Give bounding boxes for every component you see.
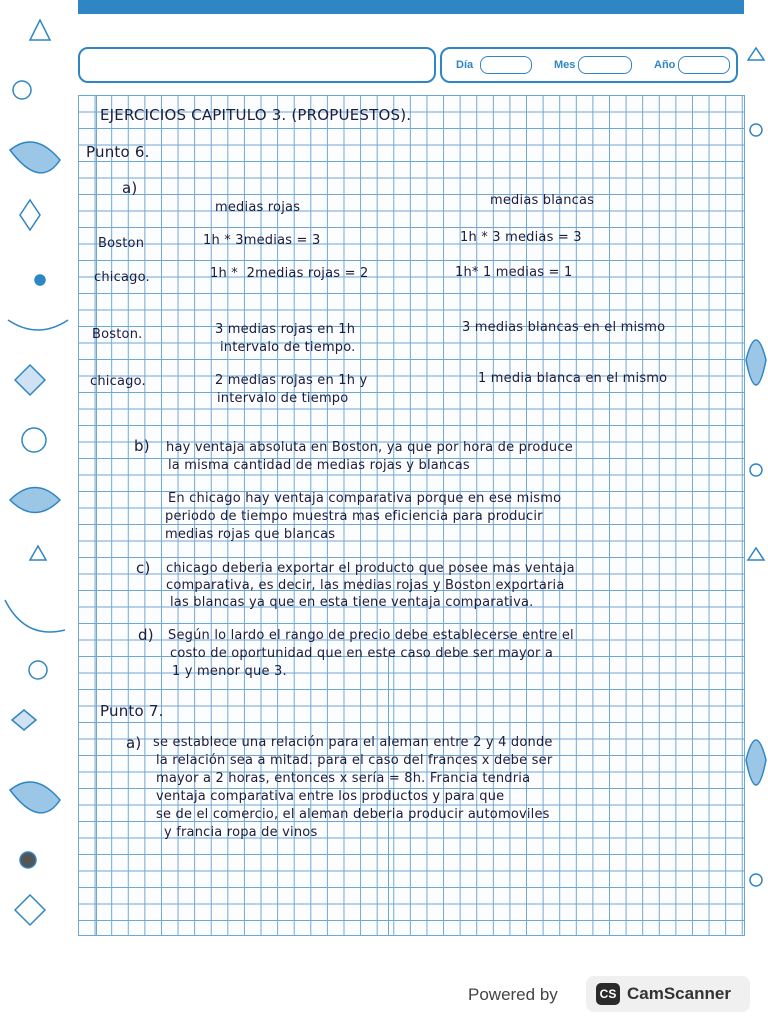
p7-line5: se de el comercio, el aleman deberia producir automoviles xyxy=(156,807,550,822)
row2-city: chicago. xyxy=(94,270,150,285)
item-d-label: d) xyxy=(138,626,154,644)
row3-blancas: 3 medias blancas en el mismo xyxy=(462,320,666,335)
camscanner-logo-icon: CS xyxy=(596,983,620,1005)
row4-rojas-line1: 2 medias rojas en 1h y xyxy=(215,373,368,388)
c-line1: chicago deberia exportar el producto que posee mas ventaja xyxy=(166,561,575,576)
decorative-border-right xyxy=(744,0,768,960)
punto7-heading: Punto 7. xyxy=(100,702,164,720)
row3-city: Boston. xyxy=(92,327,143,342)
row2-blancas: 1h* 1 medias = 1 xyxy=(455,265,573,280)
item-c-label: c) xyxy=(136,559,151,577)
row1-blancas: 1h * 3 medias = 3 xyxy=(460,230,582,245)
row3-rojas-line1: 3 medias rojas en 1h xyxy=(215,322,356,337)
item-b-label: b) xyxy=(134,437,150,455)
top-color-band xyxy=(78,0,744,14)
header-date-box xyxy=(440,47,738,83)
b-line4: periodo de tiempo muestra mas eficiencia para producir xyxy=(165,509,543,524)
p7-line4: ventaja comparativa entre los productos y para que xyxy=(156,789,505,804)
c-line3: las blancas ya que en esta tiene ventaja comparativa. xyxy=(170,595,534,610)
row4-city: chicago. xyxy=(90,374,146,389)
row2-rojas: 1h * 2medias rojas = 2 xyxy=(210,266,369,281)
powered-by-text: Powered by xyxy=(468,985,558,1004)
p7-line2: la relación sea a mitad. para el caso del frances x debe ser xyxy=(156,753,553,768)
p7-item-a-label: a) xyxy=(126,734,142,752)
b-line3: En chicago hay ventaja comparativa porque en ese mismo xyxy=(168,491,562,506)
page-title: EJERCICIOS CAPITULO 3. (PROPUESTOS). xyxy=(100,106,412,124)
dia-label: Día xyxy=(456,59,474,71)
row4-rojas-line2: intervalo de tiempo xyxy=(217,391,349,406)
ano-field xyxy=(678,56,730,74)
column-header-blancas: medias blancas xyxy=(490,193,595,208)
grid-margin-line xyxy=(96,95,97,935)
ano-label: Año xyxy=(654,59,676,71)
punto6-heading: Punto 6. xyxy=(86,143,150,161)
row3-rojas-line2: intervalo de tiempo. xyxy=(220,340,356,355)
notebook-header xyxy=(78,47,738,83)
p7-line6: y francia ropa de vinos xyxy=(164,825,318,840)
column-header-rojas: medias rojas xyxy=(215,200,301,215)
mes-field xyxy=(578,56,632,74)
d-line1: Según lo lardo el rango de precio debe establecerse entre el xyxy=(168,628,574,643)
header-title-box xyxy=(78,47,436,83)
mes-label: Mes xyxy=(554,59,576,71)
row1-city: Boston xyxy=(98,236,145,251)
dia-field xyxy=(480,56,532,74)
camscanner-name: CamScanner xyxy=(627,984,731,1003)
b-line2: la misma cantidad de medias rojas y blancas xyxy=(168,458,470,473)
b-line5: medias rojas que blancas xyxy=(165,527,336,542)
p7-line3: mayor a 2 horas, entonces x sería = 8h. Francia tendria xyxy=(156,771,531,786)
d-line2: costo de oportunidad que en este caso debe ser mayor a xyxy=(170,646,554,661)
d-line3: 1 y menor que 3. xyxy=(172,664,287,679)
p7-line1: se establece una relación para el aleman entre 2 y 4 donde xyxy=(153,735,553,750)
b-line1: hay ventaja absoluta en Boston, ya que por hora de produce xyxy=(166,440,573,455)
row4-blancas: 1 media blanca en el mismo xyxy=(478,371,668,386)
c-line2: comparativa, es decir, las medias rojas y Boston exportaria xyxy=(166,578,565,593)
item-a-label: a) xyxy=(122,179,138,197)
row1-rojas: 1h * 3medias = 3 xyxy=(203,233,321,248)
decorative-border-left xyxy=(0,0,78,960)
